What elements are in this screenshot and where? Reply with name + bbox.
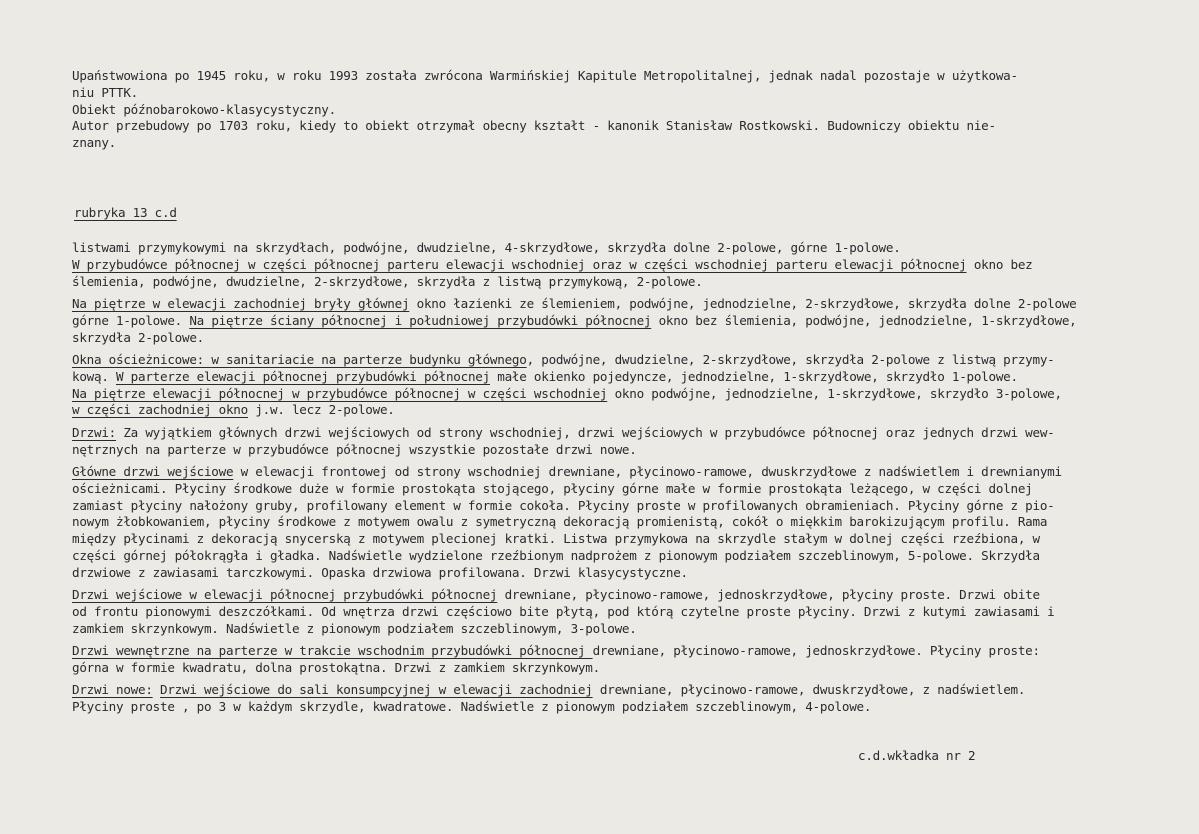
text-segment: okno podwójne, jednodzielne, 1-skrzydłowe, skrzydło 3-polowe,	[607, 385, 1062, 401]
text-line	[72, 514, 1192, 531]
text-segment: od frontu pionowymi deszczółkami. Od wnętrza drzwi częściowo bite płytą, pod którą czytelne proste płyciny. Drzwi z kutymi zawiasami i	[72, 603, 1055, 619]
underlined-text: W parterze elewacji północnej przybudówki północnej	[116, 368, 490, 384]
text-line	[72, 402, 1192, 419]
text-segment: górna w formie kwadratu, dolna prostokątna. Drzwi z zamkiem skrzynkowym.	[72, 659, 600, 675]
text-line	[72, 240, 1192, 257]
text-segment: drewniane, płycinowo-ramowe, jednoskrzydłowe, płyciny proste. Drzwi obite	[497, 587, 1040, 603]
text-line	[72, 352, 1192, 369]
text-segment: Autor przebudowy po 1703 roku, kiedy to obiekt otrzymał obecny kształt - kanonik Stanisław Rostkowski. Budowniczy obiektu nie-	[72, 118, 996, 134]
underlined-text: w części zachodniej okno	[72, 402, 248, 418]
text-line	[72, 442, 1192, 459]
section-heading	[74, 205, 177, 222]
text-line	[72, 102, 1162, 119]
paragraph	[72, 682, 1192, 716]
paragraph	[72, 296, 1192, 346]
text-segment: drewniane, płycinowo-ramowe, jednoskrzydłowe. Płyciny proste:	[592, 643, 1040, 659]
text-segment: w elewacji frontowej od strony wschodniej drewniane, płycinowo-ramowe, dwuskrzydłowe z nadświetlem i drewnianymi	[233, 463, 1062, 479]
text-segment: części górnej półokrągła i gładka. Nadświetle wydzielone rzeźbionym nadprożem z pionowym podziałem szczeblinowym, 5-polowe. Skrzydła	[72, 547, 1040, 563]
underlined-text: Na piętrze ściany północnej i południowej przybudówki północnej	[189, 312, 652, 328]
underlined-text: Okna ościeżnicowe:	[72, 351, 212, 367]
underlined-text: Drzwi nowe:	[72, 682, 153, 698]
text-line	[72, 386, 1192, 403]
text-line	[72, 330, 1192, 347]
text-line	[72, 565, 1192, 582]
text-segment	[153, 682, 160, 697]
text-line	[72, 604, 1192, 621]
heading-text: rubryka 13 c.d	[74, 205, 177, 220]
text-segment: Upaństwowiona po 1945 roku, w roku 1993 została zwrócona Warmińskiej Kapitule Metropolitalnej, jednak nadal pozostaje w użytkowa-	[72, 68, 1018, 83]
underlined-text: Główne drzwi wejściowe	[72, 463, 234, 479]
underlined-text: Drzwi wejściowe do sali konsumpcyjnej w elewacji zachodniej	[160, 682, 593, 698]
text-line	[72, 682, 1192, 699]
underlined-text: Na piętrze w elewacji zachodniej bryły głównej	[72, 295, 410, 311]
text-segment: znany.	[72, 135, 116, 151]
text-line	[72, 296, 1192, 313]
text-segment: między płycinami z dekoracją snycerską z motywem plecionej kratki. Listwa przymykowa na skrzydle stałym w dolnej części rzeźbiona, w	[72, 531, 1040, 547]
text-line	[72, 531, 1192, 548]
text-line	[72, 257, 1192, 274]
text-segment: Za wyjątkiem głównych drzwi wejściowych od strony wschodniej, drzwi wejściowych w przybudówce północnej oraz jednych drzwi wew-	[116, 424, 1055, 440]
underlined-text: Drzwi wewnętrzne na parterze w trakcie wschodnim przybudówki północnej	[72, 643, 593, 659]
text-line	[72, 369, 1192, 386]
underlined-text: Drzwi wejściowe w elewacji północnej przybudówki północnej	[72, 587, 498, 603]
text-line	[72, 498, 1192, 515]
text-segment: zamiast płyciny nałożony gruby, profilowany element w formie cokoła. Płyciny proste w profilowanych obramieniach. Płyciny górne z pio-	[72, 497, 1055, 513]
text-segment: drewniane, płycinowo-ramowe, dwuskrzydłowe, z nadświetlem.	[592, 682, 1026, 698]
underlined-text: W przybudówce północnej w części północnej parteru elewacji wschodniej oraz w części wschodniej parteru elewacji północnej	[72, 256, 967, 272]
text-line	[72, 621, 1192, 638]
text-segment: zamkiem skrzynkowym. Nadświetle z pionowym podziałem szczeblinowym, 3-polowe.	[72, 620, 637, 636]
paragraph	[72, 587, 1192, 637]
text-segment: nętrznych na parterze w przybudówce północnej wszystkie pozostałe drzwi nowe.	[72, 441, 637, 457]
paragraph	[72, 464, 1192, 582]
text-segment: okno bez	[966, 256, 1033, 272]
underlined-text: Na piętrze elewacji północnej w przybudówce północnej w części wschodniej	[72, 385, 608, 401]
text-segment: listwami przymykowymi na skrzydłach, podwójne, dwudzielne, 4-skrzydłowe, skrzydła dolne 2-polowe, górne 1-polowe.	[72, 240, 901, 255]
text-line	[72, 481, 1192, 498]
intro-block	[72, 68, 1162, 152]
text-segment: skrzydła 2-polowe.	[72, 329, 204, 345]
text-line	[72, 425, 1192, 442]
text-segment: niu PTTK.	[72, 84, 138, 100]
body-block	[72, 240, 1192, 721]
text-line	[72, 274, 1192, 291]
text-segment: kową.	[72, 368, 116, 384]
continuation-note	[858, 748, 975, 765]
text-segment: Obiekt późnobarokowo-klasycystyczny.	[72, 101, 336, 117]
paragraph	[72, 425, 1192, 459]
text-segment: drzwiowe z zawiasami tarczkowymi. Opaska drzwiowa profilowana. Drzwi klasycystyczne.	[72, 564, 688, 580]
text-line	[72, 135, 1162, 152]
footer-text: c.d.wkładka nr 2	[858, 748, 976, 763]
text-segment: ślemienia, podwójne, dwudzielne, 2-skrzydłowe, skrzydła z listwą przymykową, 2-polowe.	[72, 273, 703, 289]
text-segment: Płyciny proste , po 3 w każdym skrzydle, kwadratowe. Nadświetle z pionowym podziałem szczeblinowym, 4-polowe.	[72, 699, 872, 715]
text-line	[72, 464, 1192, 481]
underlined-text: w sanitariacie na parterze budynku głównego	[211, 351, 527, 367]
underlined-text: Drzwi:	[72, 424, 116, 440]
text-segment: ościeżnicami. Płyciny środkowe duże w formie prostokąta stojącego, płyciny górne małe w formie prostokąta leżącego, w części dolnej	[72, 480, 1033, 496]
text-segment: małe okienko pojedyncze, jednodzielne, 1-skrzydłowe, skrzydło 1-polowe.	[489, 368, 1018, 384]
text-line	[72, 548, 1192, 565]
text-line	[72, 85, 1162, 102]
text-line	[72, 660, 1192, 677]
text-line	[72, 68, 1162, 85]
text-segment: okno bez ślemienia, podwójne, jednodzielne, 1-skrzydłowe,	[651, 312, 1077, 328]
text-line	[72, 699, 1192, 716]
text-segment: okno łazienki ze ślemieniem, podwójne, jednodzielne, 2-skrzydłowe, skrzydła dolne 2-polowe	[409, 295, 1077, 311]
text-segment: , podwójne, dwudzielne, 2-skrzydłowe, skrzydła 2-polowe z listwą przymy-	[526, 351, 1055, 367]
text-line	[72, 313, 1192, 330]
text-segment: górne 1-polowe.	[72, 312, 190, 328]
paragraph	[72, 240, 1192, 290]
text-line	[72, 643, 1192, 660]
paragraph	[72, 643, 1192, 677]
text-line	[72, 587, 1192, 604]
text-segment: j.w. lecz 2-polowe.	[247, 402, 395, 418]
text-line	[72, 118, 1162, 135]
paragraph	[72, 352, 1192, 419]
text-segment: nowym żłobkowaniem, płyciny środkowe z motywem owalu z symetryczną dekoracją promienistą, cokół o miękkim barokizującym profilu. Rama	[72, 514, 1048, 530]
